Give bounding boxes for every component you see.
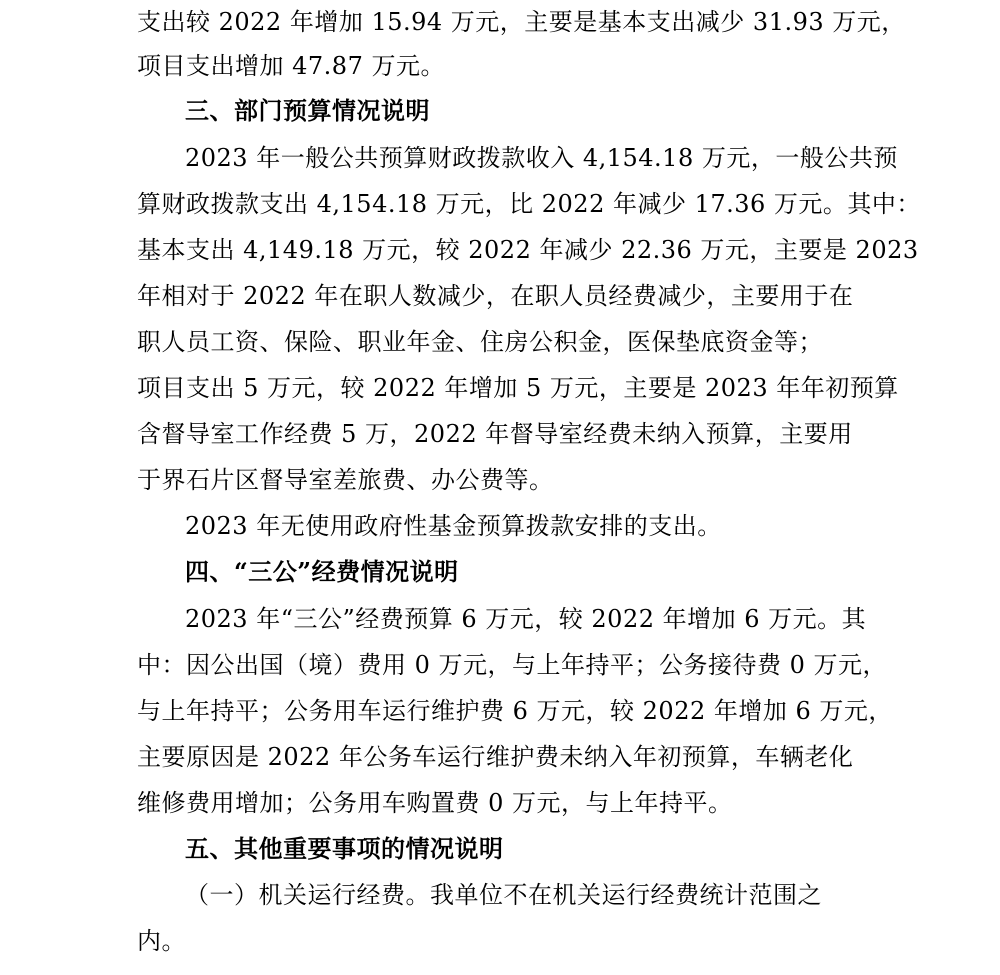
paragraph-line: 含督导室工作经费 5 万，2022 年督导室经费未纳入预算，主要用 [137, 420, 853, 448]
intro-text-line: 项目支出增加 47.87 万元。 [137, 52, 445, 80]
paragraph-line: 年相对于 2022 年在职人数减少，在职人员经费减少，主要用于在 [137, 282, 854, 310]
paragraph-line: 内。 [137, 927, 186, 955]
section-heading-budget: 三、部门预算情况说明 [185, 96, 430, 125]
paragraph-line: 与上年持平；公务用车运行维护费 6 万元，较 2022 年增加 6 万元， [137, 697, 893, 725]
intro-text-line: 支出较 2022 年增加 15.94 万元，主要是基本支出减少 31.93 万元， [137, 8, 906, 36]
paragraph-line: （一）机关运行经费。我单位不在机关运行经费统计范围之 [185, 881, 822, 909]
paragraph-line: 项目支出 5 万元，较 2022 年增加 5 万元，主要是 2023 年年初预算 [137, 374, 899, 402]
paragraph-line: 2023 年一般公共预算财政拨款收入 4,154.18 万元，一般公共预 [185, 144, 898, 172]
paragraph-line: 2023 年无使用政府性基金预算拨款安排的支出。 [185, 512, 722, 540]
paragraph-line: 基本支出 4,149.18 万元，较 2022 年减少 22.36 万元，主要是 2023 [137, 236, 919, 264]
paragraph-line: 维修费用增加；公务用车购置费 0 万元，与上年持平。 [137, 789, 733, 817]
section-heading-three-public: 四、“三公”经费情况说明 [185, 557, 459, 586]
paragraph-line: 中：因公出国（境）费用 0 万元，与上年持平；公务接待费 0 万元， [137, 651, 888, 679]
paragraph-line: 2023 年“三公”经费预算 6 万元，较 2022 年增加 6 万元。其 [185, 605, 867, 633]
paragraph-line: 主要原因是 2022 年公务车运行维护费未纳入年初预算，车辆老化 [137, 743, 854, 771]
paragraph-line: 算财政拨款支出 4,154.18 万元，比 2022 年减少 17.36 万元。其中： [137, 190, 921, 218]
section-heading-other-matters: 五、其他重要事项的情况说明 [185, 834, 504, 863]
paragraph-line: 职人员工资、保险、职业年金、住房公积金，医保垫底资金等； [137, 328, 823, 356]
paragraph-line: 于界石片区督导室差旅费、办公费等。 [137, 466, 554, 494]
